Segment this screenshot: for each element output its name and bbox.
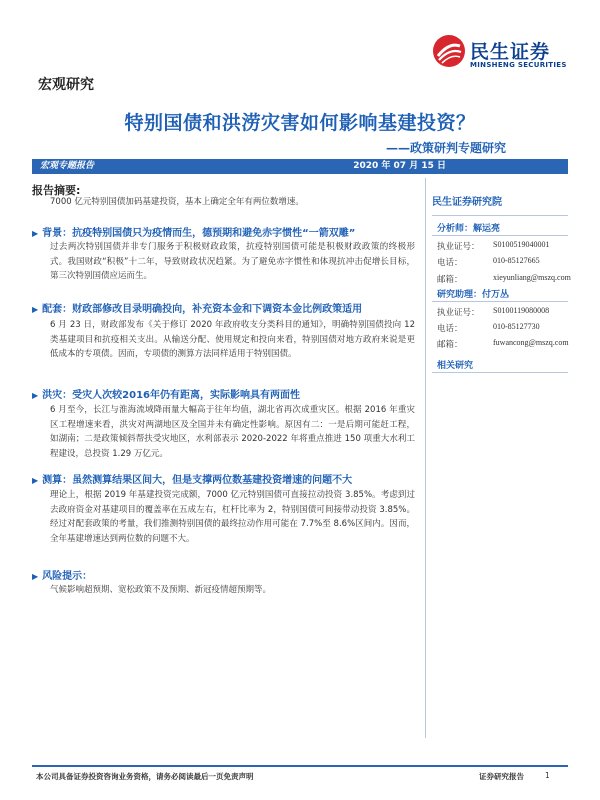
section-heading [32, 224, 355, 239]
email-label: 邮箱： [437, 275, 463, 285]
sidebar-divider [425, 178, 426, 738]
sidebar-rule [432, 235, 568, 236]
assistant-cert: S0100119080008 [493, 306, 550, 315]
assistant-email[interactable]: fuwancong@mszq.com [493, 338, 569, 347]
assistant-name: 付万丛 [482, 290, 510, 300]
institute-name: 民生证券研究院 [432, 197, 502, 208]
section-heading-text: 风险提示： [42, 571, 93, 582]
bullet-triangle-icon: ▶ [32, 305, 39, 314]
bullet-triangle-icon: ▶ [32, 476, 39, 485]
report-category: 宏观研究 [38, 77, 94, 93]
footer-rule [32, 765, 568, 767]
summary-paragraph: 7000 亿元特别国债加码基建投资，基本上确定全年有两位数增速。 [50, 197, 304, 207]
section-heading [32, 567, 92, 582]
section-heading [32, 386, 300, 401]
analyst-cert: S0100519040001 [493, 240, 550, 249]
email-label: 邮箱： [437, 340, 463, 350]
logo-text-en: MINSHENG SECURITIES [470, 61, 567, 69]
footer-disclaimer: 本公司具备证券投资咨询业务资格，请务必阅读最后一页免责声明 [36, 772, 254, 781]
phone-label: 电话： [437, 324, 463, 334]
analyst-name: 解运亮 [473, 224, 501, 234]
section-heading-text: 洪灾：受灾人次较2016年仍有距离，实际影响具有两面性 [42, 390, 300, 401]
report-title: 特别国债和洪涝灾害如何影响基建投资？ [124, 112, 476, 134]
section-body: 气候影响超预期、宽松政策不及预期、新冠疫情超预期等。 [50, 585, 272, 595]
footer-report-type: 证券研究报告 [479, 772, 524, 781]
section-heading-text: 背景：抗疫特别国债只为疫情而生，德预期和避免赤字惯性“一箭双雕” [42, 228, 356, 239]
section-body: 理论上，根据 2019 年基建投资完成额，7000 亿元特别国债可直接拉动投资 3.85%。考虑到过去政府资金对基建项目的覆盖率在五成左右，杠杆比率为 2，特别国债可间接带动投资 3.85%。经过对配套政策的考量，我们推测特别国债的最终拉动作用可能在 7.7%至 8.6%区间内。因而，全年基建增速达到两位数的问题不大。 [50, 490, 415, 544]
sidebar-rule [432, 372, 568, 373]
section-heading-text: 配套：财政部修改目录明确投向，补充资本金和下调资本金比例政策适用 [42, 304, 363, 315]
section-body: 6 月至今，长江与淮海流域降雨量大幅高于往年均值，湖北省再次成重灾区。根据 2016 年重灾区工程增速来看，洪灾对两湖地区及全国并未有确定性影响。原因有二：一是后期可能赶工程，如湖南；二是政策倾斜帮扶受灾地区，水利部表示 2020-2022 年将重点推进 150 项重大水利工程建设，总投资 1.29 万亿元。 [50, 405, 415, 459]
section-body: 过去两次特别国债并非专门服务于积极财政政策，抗疫特别国债可能是积极财政政策的终极形式。我国财政“积极”十二年，导致财政状况趋紧。为了避免赤字惯性和体现抗冲击促增长目标，第三次特别国债应运而生。 [50, 242, 415, 281]
sidebar-rule [432, 215, 568, 216]
analyst-email[interactable]: xieyunliang@mszq.com [493, 273, 571, 282]
minsheng-logo-icon [432, 34, 466, 68]
cert-label: 执业证号： [437, 308, 480, 318]
sidebar-rule [432, 301, 568, 302]
bullet-triangle-icon: ▶ [32, 391, 39, 400]
section-heading [32, 471, 352, 486]
related-research-label: 相关研究 [437, 361, 474, 371]
report-info-bar [32, 159, 568, 174]
analyst-role: 分析师：解运亮 [437, 224, 501, 234]
logo-text-cn: 民生证券 [470, 41, 551, 63]
section-heading-text: 测算：虽然测算结果区间大，但是支撑两位数基建投资增速的问题不大 [42, 475, 353, 486]
bullet-triangle-icon: ▶ [32, 229, 39, 238]
analyst-phone: 010-85127665 [493, 256, 540, 265]
page-number: 1 [545, 771, 550, 780]
section-heading [32, 300, 362, 315]
bullet-triangle-icon: ▶ [32, 572, 39, 581]
report-type: 宏观专题报告 [40, 161, 95, 171]
section-body: 6 月 23 日，财政部发布《关于修订 2020 年政府收支分类科目的通知》，明确特别国债投向 12 类基建项目和抗疫相关支出。从输送分配、使用规定和投向来看，特别国债对地方政府来说是更低成本的专项债。因而，专项债的测算方法同样适用于特别国债。 [50, 320, 415, 359]
report-subtitle: ——政策研判专题研究 [385, 141, 506, 155]
report-date: 2020 年 07 月 15 日 [353, 161, 446, 171]
abstract-label: 报告摘要: [32, 184, 81, 197]
cert-label: 执业证号： [437, 242, 480, 252]
assistant-phone: 010-85127730 [493, 322, 540, 331]
phone-label: 电话： [437, 258, 463, 268]
assistant-role: 研究助理：付万丛 [437, 290, 510, 300]
